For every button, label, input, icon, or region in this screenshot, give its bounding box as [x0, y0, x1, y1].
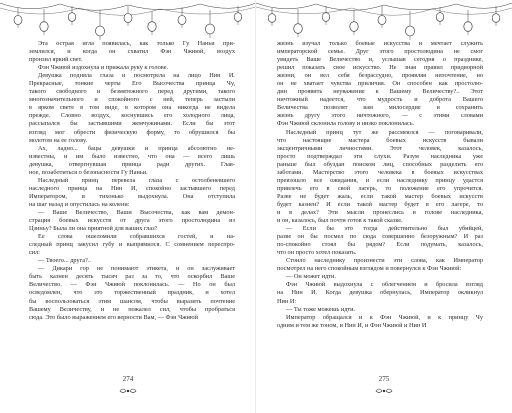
text-line: такого свободного и безмятежного перед другими, такого	[29, 88, 235, 96]
text-line: заботами. Мастерство этого человека в боевых искусствах	[277, 168, 483, 176]
text-line: Наследный принц тут же рассмеялся — поговаривали,	[286, 128, 483, 136]
text-line: раньше был обуздан поиском лиц, способных разделить его	[277, 160, 483, 168]
text-line: пронзил яркий свет.	[29, 56, 83, 64]
text-line: ничтожный надеется, что мудрость и доброта Вашего	[277, 96, 483, 104]
text-line: одним и тем же тоном, и Нин И, и Фэн Чжиюй и Нин И	[277, 321, 427, 329]
hanging-lanterns-right-decoration	[256, 0, 512, 44]
text-line: бы воспользоваться этим шансом, чтобы выразить почтение	[29, 297, 235, 305]
text-line: — Ваше Величество, Ваши Высочества, как вам демон-	[38, 208, 235, 216]
text-line: Вашему Величеству, и не пожалел сил, чтобы пробраться	[29, 305, 235, 313]
text-line: Фэн Чжиюй издохнула и прижала руку к голове.	[38, 64, 169, 72]
text-line: — Ты тоже можешь идти.	[286, 305, 356, 313]
text-line: молотом на ее голову.	[29, 136, 88, 144]
text-line: взгляд мог обрести физическую форму, то обрушился бы	[29, 128, 235, 136]
text-line: дин проявить неуважение к Вашему Величеству?.. Этот	[277, 88, 483, 96]
text-line: следный принц закусил губу и выпрямился. С сомнением переспро-	[29, 241, 235, 249]
text-line: Эта острая игла появилась, как только Гу Наньи при-	[38, 40, 235, 47]
text-line: решил показать свое искусство. Не зная правил придворной	[277, 64, 483, 72]
text-line: наследного принца на Нин И, спокойно застывшего перед	[29, 184, 235, 192]
text-line: Император обращался и к Фэн Чжиюй, и к принцу Чу	[286, 313, 483, 321]
text-line: Императором, и тихонько выдохнула. Она отступила	[29, 192, 235, 200]
right-page	[256, 0, 512, 413]
text-line: и в делах? Эти мысли пронеслись в голове наследника,	[277, 208, 483, 216]
text-line: Величество. — Фэн Чжиюй поклонилась. — Но он был	[29, 281, 235, 289]
right-page-body-text	[277, 40, 483, 330]
text-line: — Он может идти.	[286, 273, 336, 281]
text-line: Фэн Чжиюй склонила голову и низко поклонилась.	[277, 120, 415, 128]
text-line: на шаг назад и опустилась на колени:	[29, 200, 130, 208]
text-line: Величества позволят вам милосердие и сохранить	[277, 104, 483, 112]
text-line: Фэн Чжиюй выдохнула с облегчением и бросила взгляд	[286, 281, 483, 289]
text-line: эксцентричными личностями. Этот человек, казалось,	[277, 144, 483, 152]
text-line: — Если бы это тогда действительно был убийцей,	[286, 225, 483, 233]
text-line: увидеть Ваше Величество и, услышав сегодня о празднике,	[277, 56, 483, 64]
text-line: он не хватает чувства приличия. Он способен как простолю-	[277, 80, 483, 88]
text-line: Стоило наследнику произнести эти слова, как Император	[286, 257, 483, 265]
text-line: жизнь другу этого ничтожного, — с этими словами	[277, 112, 483, 120]
text-line: ное, позаботиться о безопасности Гу Наньи.	[29, 168, 148, 176]
text-line: по-спокойно стоял бы рядом? Если подумать, казалось,	[277, 241, 483, 249]
text-line: сил:	[29, 249, 41, 257]
text-line: Прекрасные, тонкие черты Его Высочества принца Чу,	[29, 80, 235, 88]
text-line: посмотрел на него спокойным взглядом и повернулся к Фэн Чжиюй:	[277, 265, 462, 273]
text-line: землился, и когда он схватил Фэн Чжиюй, воздух	[29, 48, 235, 56]
text-line: Ее слова ошеломили собравшихся гостей, и на-	[38, 233, 235, 241]
text-line: быть казнен десять тысяч раз за то, что оскорбил Ваше	[29, 273, 235, 281]
text-line: Цзиньу? Была ли она приятной для ваших глаз?	[29, 225, 158, 233]
right-page-number: 275	[378, 375, 390, 383]
text-line: жизни, он вел себя безрассудно, проявляя непочтение, но	[277, 72, 483, 80]
text-line: Наследный принц перевела глаза с остолбеневшего	[38, 176, 235, 184]
text-line: Разве не будет жаль, если такой мастер боевых искусств	[277, 192, 483, 200]
text-line: осведомлен, что это торжественный праздник, и хотел	[29, 289, 235, 297]
text-line: Нин И:	[277, 297, 297, 305]
text-line: превзошло все ожидания, и если наследнику принцу удастся	[277, 176, 483, 184]
text-line: известны, и им было известно, что она — всего лишь	[29, 152, 235, 160]
text-line: прежде. Словно воздух, коснувшись его холодного лица,	[29, 112, 235, 120]
hanging-lanterns-left-decoration	[0, 0, 256, 44]
text-line: — Дикари гор не понимают этикета, и он заслуживает	[38, 265, 235, 273]
text-line: просто подтверждал эти слухи. Разум наследника уже	[277, 152, 483, 160]
text-line: будет казнен? И если такой мастер будет в его лагере, то	[277, 200, 483, 208]
left-page-number: 274	[122, 375, 134, 383]
text-line: девушка, отвергнувшая принца ради других. Глав-	[29, 160, 235, 168]
text-line: жизнь изучал только боевые искусства и мечтает служить	[277, 40, 483, 47]
text-line: многозначительного и спокойного с ней, теперь застыли	[29, 96, 235, 104]
text-line: в ярком свете в том виде, в котором она никогда не видела	[29, 104, 235, 112]
text-line: и он, казалось, был почти готов к такой сказке.	[277, 217, 403, 225]
text-line: рассыпался бы застывшими жемчужинами. Если бы этот	[29, 120, 235, 128]
left-page-body-text	[29, 40, 235, 322]
text-line: страция боевых искусств от друга этого простолюдина из	[29, 217, 235, 225]
text-line: на Нин И. Когда девушка обернулась, Император окликнул	[277, 289, 483, 297]
flourish-ornament-icon	[374, 387, 394, 395]
flourish-ornament-icon	[118, 387, 138, 395]
text-line: сюда. Это было выражением его верности Вам, — Фэн Чжиюй	[29, 313, 198, 321]
text-line: что он просто хотел показать.	[277, 249, 357, 257]
text-line: Девушка подняла глаза и посмотрела на лицо Нин И.	[38, 72, 235, 80]
text-line: привлечь его в свой лагерь, то положение его упрочится.	[277, 184, 483, 192]
text-line: Ах, ладно... бацы девушки и принца абсолютно не-	[38, 144, 235, 152]
text-line: — Твоего... друга?..	[38, 257, 91, 265]
text-line: разве он бы посмел по сюда совершенно безоружным? И раз	[277, 233, 483, 241]
text-line: что настоящие мастера боевых искусств бывали	[277, 136, 483, 144]
text-line: императорской семье. Друг этого простолюдина не смог	[277, 48, 483, 56]
